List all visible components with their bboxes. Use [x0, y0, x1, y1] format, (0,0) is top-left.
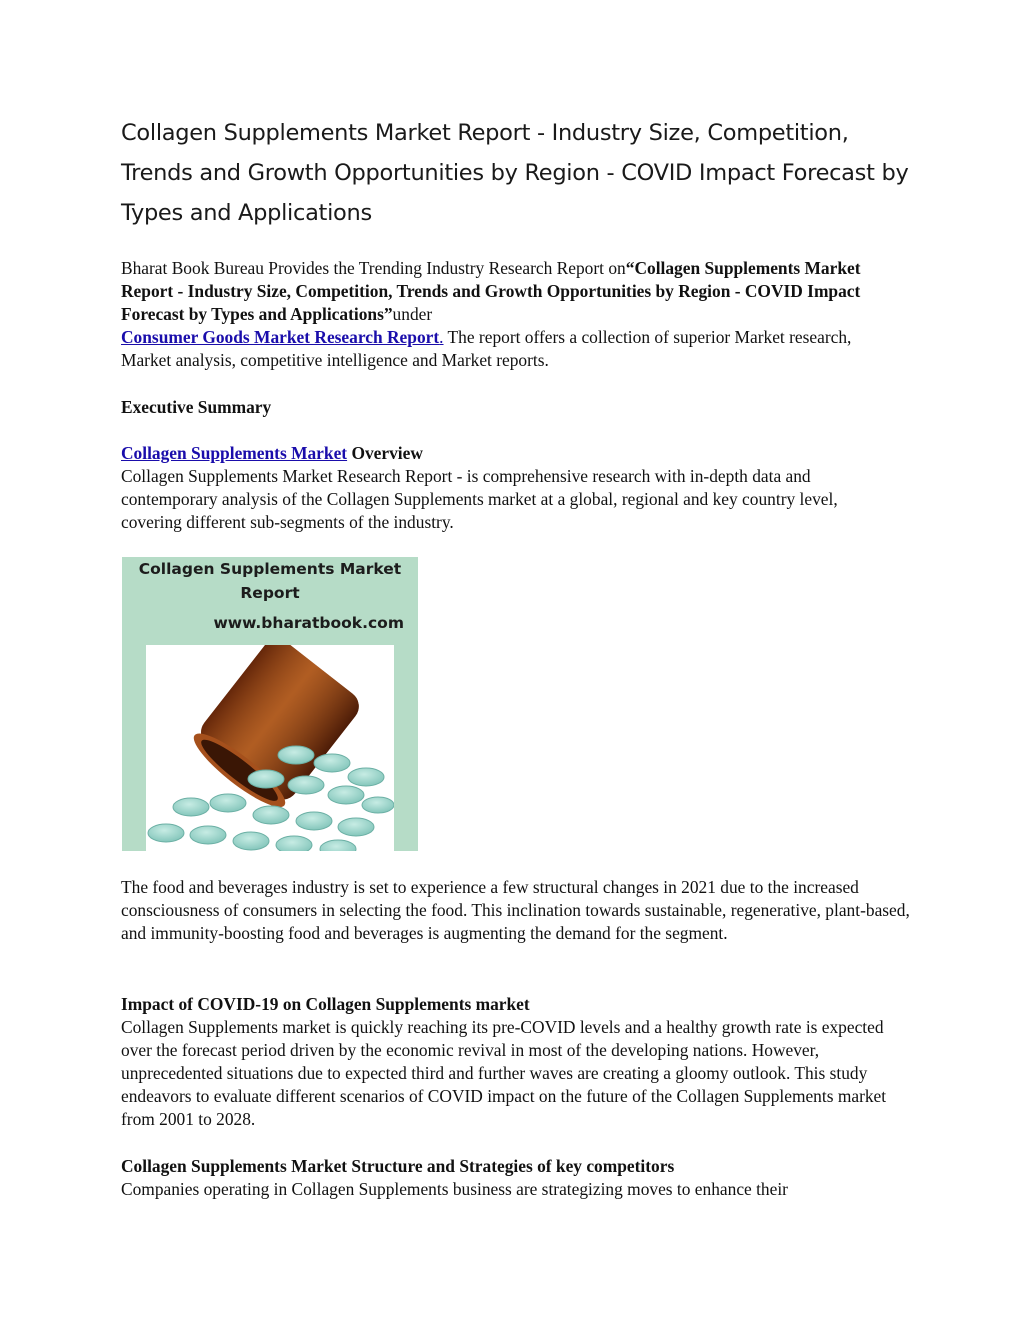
intro-lead: Bharat Book Bureau Provides the Trending Industry Research Report on	[121, 258, 626, 278]
intro-under: under	[392, 304, 433, 324]
structure-body: Companies operating in Collagen Supplements business are strategizing moves to enhance their	[121, 1179, 788, 1199]
intro-tail: The report offers a collection of superior Market research, Market analysis, competitive intelligence and Market reports.	[121, 327, 852, 370]
overview-section	[121, 442, 901, 534]
pill-bottle-illustration	[146, 645, 394, 851]
impact-body: Collagen Supplements market is quickly reaching its pre-COVID levels and a healthy growth rate is expected over the forecast period driven by the economic revival in most of the developing nations. However, unprecedented situations due to expected third and further waves are creating a gloomy outlook. This study endeavors to evaluate different scenarios of COVID impact on the future of the Collagen Supplements market from 2001 to 2028.	[121, 1017, 887, 1129]
figure-title	[122, 557, 418, 605]
intro-report-name: “Collagen Supplements Market Report - Industry Size, Competition, Trends and Growth Opportunities by Region - COVID Impact Forecast by Types and Applications”	[121, 258, 861, 324]
pill-bottle-image	[146, 645, 394, 851]
figure-title-line2: Report	[240, 584, 300, 602]
overview-body: Collagen Supplements Market Research Report - is comprehensive research with in-depth data and contemporary analysis of the Collagen Supplements market at a global, regional and key country level, covering different sub-segments of the industry.	[121, 466, 838, 532]
figure-title-line1: Collagen Supplements Market	[138, 560, 402, 578]
intro-paragraph	[121, 257, 901, 372]
executive-summary-heading: Executive Summary	[121, 397, 272, 417]
food-beverages-paragraph: The food and beverages industry is set to experience a few structural changes in 2021 due to the increased consciousness of consumers in selecting the food. This inclination towards sustainable, regenerative, plant-based, and immunity-boosting food and beverages is augmenting the demand for the segment.	[121, 877, 910, 943]
report-title: Collagen Supplements Market Report - Industry Size, Competition, Trends and Growth Opportunities by Region - COVID Impact Forecast by Types and Applications	[121, 120, 909, 226]
figure-url: www.bharatbook.com	[213, 614, 404, 632]
overview-heading-rest: Overview	[347, 443, 423, 463]
consumer-goods-link[interactable]: Consumer Goods Market Research Report	[121, 327, 440, 347]
impact-heading: Impact of COVID-19 on Collagen Supplements market	[121, 994, 530, 1014]
structure-heading: Collagen Supplements Market Structure and Strategies of key competitors	[121, 1156, 675, 1176]
collagen-market-link[interactable]: Collagen Supplements Market	[121, 443, 348, 463]
link-punct: .	[439, 327, 444, 347]
report-cover-image	[122, 557, 418, 851]
